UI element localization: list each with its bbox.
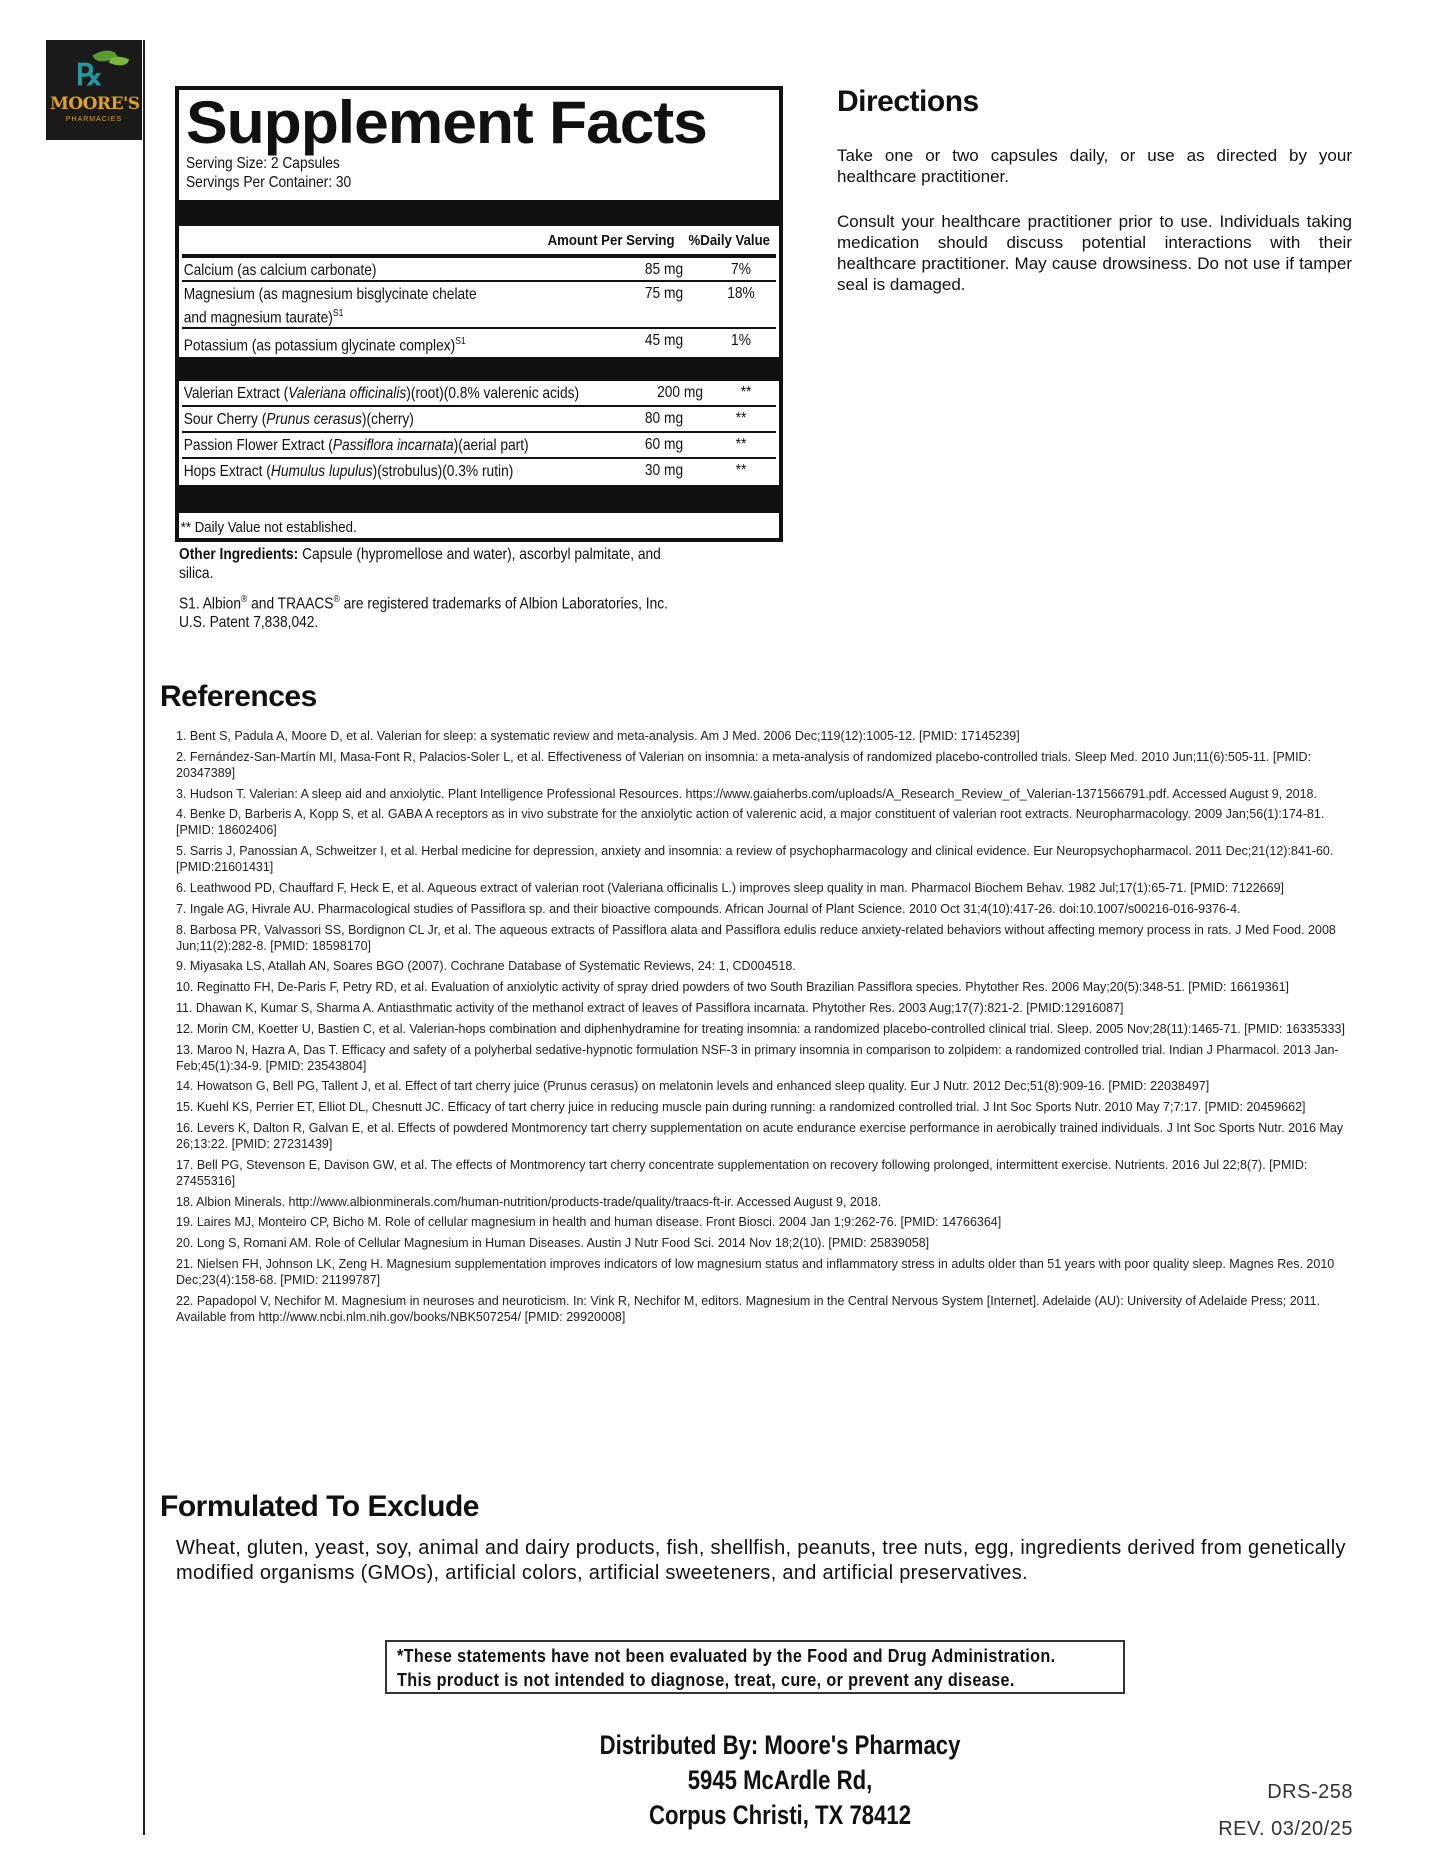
reference-item: 5. Sarris J, Panossian A, Schweitzer I, et al. Herbal medicine for depression, anxiety and insomnia: a review of psychopharmacology and clinical evidence. Eur Neuropsychopharmacol. 2011 Dec;21(12):841-60.[PMID:21601431] xyxy=(176,844,1334,875)
formulated-to-exclude-section xyxy=(160,1490,1350,1586)
rx-icon: ℞ xyxy=(76,58,103,93)
ingredient-dv: ** xyxy=(735,436,747,454)
reference-item: 16. Levers K, Dalton R, Galvan E, et al. Effects of powdered Montmorency tart cherry supplementation on acute endurance exercise performance in aerobically trained individuals. J Int Soc Sports Nutr. 2016 May 26;13:22. [PMID: 27231439] xyxy=(176,1120,1344,1151)
ingredient-name: Hops Extract (Humulus lupulus)(strobulus)(0.3% rutin) xyxy=(183,463,514,481)
supplement-facts-title: Supplement Facts xyxy=(186,89,707,156)
references-list xyxy=(160,728,1350,1325)
reference-item: 7. Ingale AG, Hivrale AU. Pharmacological studies of Passiflora sp. and their bioactive compounds. African Journal of Plant Science. 2010 Oct 31;4(10):417-26. doi:10.1007/s00216-016-9376-4. xyxy=(176,901,1241,916)
divider-bar xyxy=(179,485,779,513)
nutrient-amount: 75 mg xyxy=(644,285,684,302)
reference-item: 1. Bent S, Padula A, Moore D, et al. Valerian for sleep: a systematic review and meta-analysis. Am J Med. 2006 Dec;119(12):1005-12. [PMID: 17145239] xyxy=(176,729,1020,743)
disclaimer-line: *These statements have not been evaluated by the Food and Drug Administration. xyxy=(397,1646,1056,1666)
disclaimer-line: This product is not intended to diagnose, treat, cure, or prevent any disease. xyxy=(397,1670,1015,1690)
reference-item: 2. Fernández-San-Martín MI, Masa-Font R, Palacios-Soler L, et al. Effectiveness of Valerian on insomnia: a meta-analysis of randomized placebo-controlled trials. Sleep Med. 2010 Jun;11(6):505-11. [PMID: 20347389] xyxy=(176,749,1312,780)
divider-bar xyxy=(179,357,779,381)
ingredient-name: Valerian Extract (Valeriana officinalis)(root)(0.8% valerenic acids) xyxy=(183,385,580,403)
reference-item: 8. Barbosa PR, Valvassori SS, Bordignon CL Jr, et al. The aqueous extracts of Passiflora alata and Passiflora edulis reduce anxiety-related behaviors without affecting memory process in rats. J Med Food. 2008 Jun;11(2):282-8. [PMID: 18598170] xyxy=(176,922,1336,953)
reference-item: 11. Dhawan K, Kumar S, Sharma A. Antiasthmatic activity of the methanol extract of leaves of Passiflora incarnata. Phytother Res. 2003 Aug;17(7):821-2. [PMID:12916087] xyxy=(176,1000,1124,1015)
reference-item: 6. Leathwood PD, Chauffard F, Heck E, et al. Aqueous extract of valerian root (Valeriana officinalis L.) improves sleep quality in man. Pharmacol Biochem Behav. 1982 Jul;17(1):65-71. [PMID: 7122669] xyxy=(176,880,1285,895)
ingredient-row xyxy=(182,459,776,485)
logo-subtitle: PHARMACIES xyxy=(65,116,123,123)
reference-item: 20. Long S, Romani AM. Role of Cellular Magnesium in Human Diseases. Austin J Nutr Food Sci. 2014 Nov 18;2(10). [PMID: 25839058] xyxy=(176,1236,930,1251)
ingredient-amount: 200 mg xyxy=(656,384,703,402)
ingredient-dv: ** xyxy=(740,384,752,402)
reference-item: 17. Bell PG, Stevenson E, Davison GW, et al. The effects of Montmorency tart cherry concentrate supplementation on recovery following prolonged, intermittent exercise. Nutrients. 2016 Jul 22;8(7). [PMID: 27455316] xyxy=(176,1157,1308,1188)
ingredient-amount: 60 mg xyxy=(644,436,684,454)
reference-item: 9. Miyasaka LS, Atallah AN, Soares BGO (2007). Cochrane Database of Systematic Reviews, 24: 1, CD004518. xyxy=(176,959,796,974)
ingredient-dv: ** xyxy=(735,462,747,480)
distributor-line: Distributed By: Moore's Pharmacy xyxy=(599,1730,961,1760)
warning-text: Consult your healthcare practitioner prior to use. Individuals taking medication should discuss potential interactions with their healthcare practitioner. May cause drowsiness. Do not use if tamper seal is damaged. xyxy=(837,212,1352,294)
reference-item: 4. Benke D, Barberis A, Kopp S, et al. GABA A receptors as in vivo substrate for the anxiolytic action of valerenic acid, a major constituent of valerian root extracts. Neuropharmacology. 2009 Jan;56(1):174-81. [PMID: 18602406] xyxy=(176,807,1325,838)
exclude-text: Wheat, gluten, yeast, soy, animal and dairy products, fish, shellfish, peanuts, tree nuts, egg, ingredients derived from genetically modified organisms (GMOs), artificial colors, artificial sweeteners, and artificial preservatives. xyxy=(176,1537,1346,1584)
reference-item: 18. Albion Minerals. http://www.albionminerals.com/human-nutrition/products-trade/quality/traacs-ft-ir. Accessed August 9, 2018. xyxy=(176,1194,882,1209)
reference-item: 19. Laires MJ, Monteiro CP, Bicho M. Role of cellular magnesium in health and human disease. Front Biosci. 2004 Jan 1;9:262-76. [PMID: 14766364] xyxy=(176,1215,1002,1230)
ingredient-dv: ** xyxy=(735,410,747,428)
other-ingredients xyxy=(179,545,699,639)
reference-item: 12. Morin CM, Koetter U, Bastien C, et al. Valerian-hops combination and diphenhydramine for treating insomnia: a randomized placebo-controlled clinical trial. Sleep. 2005 Nov;28(11):1465-71. [PMID: 16335333] xyxy=(176,1021,1345,1036)
ingredient-name: Sour Cherry (Prunus cerasus)(cherry) xyxy=(183,411,414,429)
ingredient-amount: 30 mg xyxy=(644,462,684,480)
supplement-facts-panel xyxy=(175,86,783,542)
trademark-note: S1. Albion® and TRAACS® are registered trademarks of Albion Laboratories, Inc. U.S. Patent 7,838,042. xyxy=(179,594,668,632)
nutrient-dv: 18% xyxy=(727,285,755,302)
revision-date: REV. 03/20/25 xyxy=(1218,1818,1353,1840)
other-ingredients-text: Other Ingredients: Capsule (hypromellose and water), ascorbyl palmitate, and silica. xyxy=(179,546,661,582)
nutrient-amount: 85 mg xyxy=(644,261,684,278)
reference-item: 22. Papadopol V, Nechifor M. Magnesium in neuroses and neuroticism. In: Vink R, Nechifor M, editors. Magnesium in the Central Nervous System [Internet]. Adelaide (AU): University of Adelaide Press; 2011. Available from http://www.ncbi.nlm.nih.gov/books/NBK507254/ [PMID: 29920008] xyxy=(176,1293,1321,1324)
divider-bar xyxy=(179,200,779,226)
distributor-address: 5945 McArdle Rd, xyxy=(687,1765,873,1795)
nutrient-row xyxy=(182,258,776,282)
ingredient-row xyxy=(182,407,776,433)
ingredient-row xyxy=(182,381,776,407)
servings-per-container: Servings Per Container: 30 xyxy=(186,174,352,191)
nutrient-amount: 45 mg xyxy=(644,332,684,350)
nutrient-name: Magnesium (as magnesium bisglycinate chelate and magnesium taurate)$^{S1}$ xyxy=(183,286,477,327)
reference-item: 13. Maroo N, Hazra A, Das T. Efficacy and safety of a polyherbal sedative-hypnotic formulation NSF-3 in primary insomnia in comparison to zolpidem: a randomized controlled trial. Indian J Pharmacol. 2013 Jan-Feb;45(1):34-9. [PMID: 23543804] xyxy=(176,1042,1339,1073)
column-header xyxy=(182,226,776,258)
distributor-city: Corpus Christi, TX 78412 xyxy=(648,1800,912,1830)
exclude-title: Formulated To Exclude xyxy=(160,1490,479,1523)
reference-item: 21. Nielsen FH, Johnson LK, Zeng H. Magnesium supplementation improves indicators of low magnesium status and inflammatory stress in adults older than 51 years with poor quality sleep. Magnes Res. 2010 Dec;23(4):158-68. [PMID: 21199787] xyxy=(176,1256,1335,1287)
daily-value-footnote: ** Daily Value not established. xyxy=(180,519,357,537)
logo-name: MOORE'S xyxy=(50,94,140,114)
ingredient-name: Passion Flower Extract (Passiflora incarnata)(aerial part) xyxy=(183,437,529,455)
reference-item: 14. Howatson G, Bell PG, Tallent J, et al. Effect of tart cherry juice (Prunus cerasus) on melatonin levels and enhanced sleep quality. Eur J Nutr. 2012 Dec;51(8):909-16. [PMID: 22038497] xyxy=(176,1079,1210,1094)
nutrient-row xyxy=(182,282,776,329)
nutrient-name: Calcium (as calcium carbonate) xyxy=(183,262,377,279)
reference-item: 15. Kuehl KS, Perrier ET, Elliot DL, Chesnutt JC. Efficacy of tart cherry juice in reducing muscle pain during running: a randomized controlled trial. J Int Soc Sports Nutr. 2010 May 7;7:17. [PMID: 20459662] xyxy=(176,1100,1306,1115)
amount-per-serving-header: Amount Per Serving xyxy=(547,231,675,249)
nutrient-name: Potassium (as potassium glycinate complex)$^{S1}$ xyxy=(183,336,466,355)
directions-section xyxy=(837,85,1352,295)
fda-disclaimer xyxy=(385,1640,1125,1694)
document-code xyxy=(1218,1774,1353,1848)
nutrient-row xyxy=(182,329,776,357)
ingredient-amount: 80 mg xyxy=(644,410,684,428)
reference-item: 10. Reginatto FH, De-Paris F, Petry RD, et al. Evaluation of anxiolytic activity of spray dried powders of two South Brazilian Passiflora species. Phytother Res. 2006 May;20(5):348-51. [PMID: 16619361] xyxy=(176,980,1290,995)
references-title: References xyxy=(160,680,317,713)
nutrient-dv: 7% xyxy=(731,261,751,278)
nutrient-dv: 1% xyxy=(731,332,751,350)
directions-text: Take one or two capsules daily, or use as directed by your healthcare practitioner. xyxy=(837,146,1352,186)
product-code: DRS-258 xyxy=(1267,1781,1353,1803)
moores-pharmacy-logo xyxy=(46,40,142,140)
left-border-line xyxy=(143,40,145,1835)
reference-item: 3. Hudson T. Valerian: A sleep aid and anxiolytic. Plant Intelligence Professional Resources. https://www.gaiaherbs.com/uploads/A_Research_Review_of_Valerian-1371566791.pdf. Accessed August 9, 2018. xyxy=(176,786,1317,801)
serving-size: Serving Size: 2 Capsules xyxy=(186,155,340,172)
ingredient-row xyxy=(182,433,776,459)
directions-title: Directions xyxy=(837,85,979,118)
daily-value-header: %Daily Value xyxy=(688,231,771,249)
distributor-block xyxy=(540,1728,1020,1833)
references-section xyxy=(160,680,1350,1330)
